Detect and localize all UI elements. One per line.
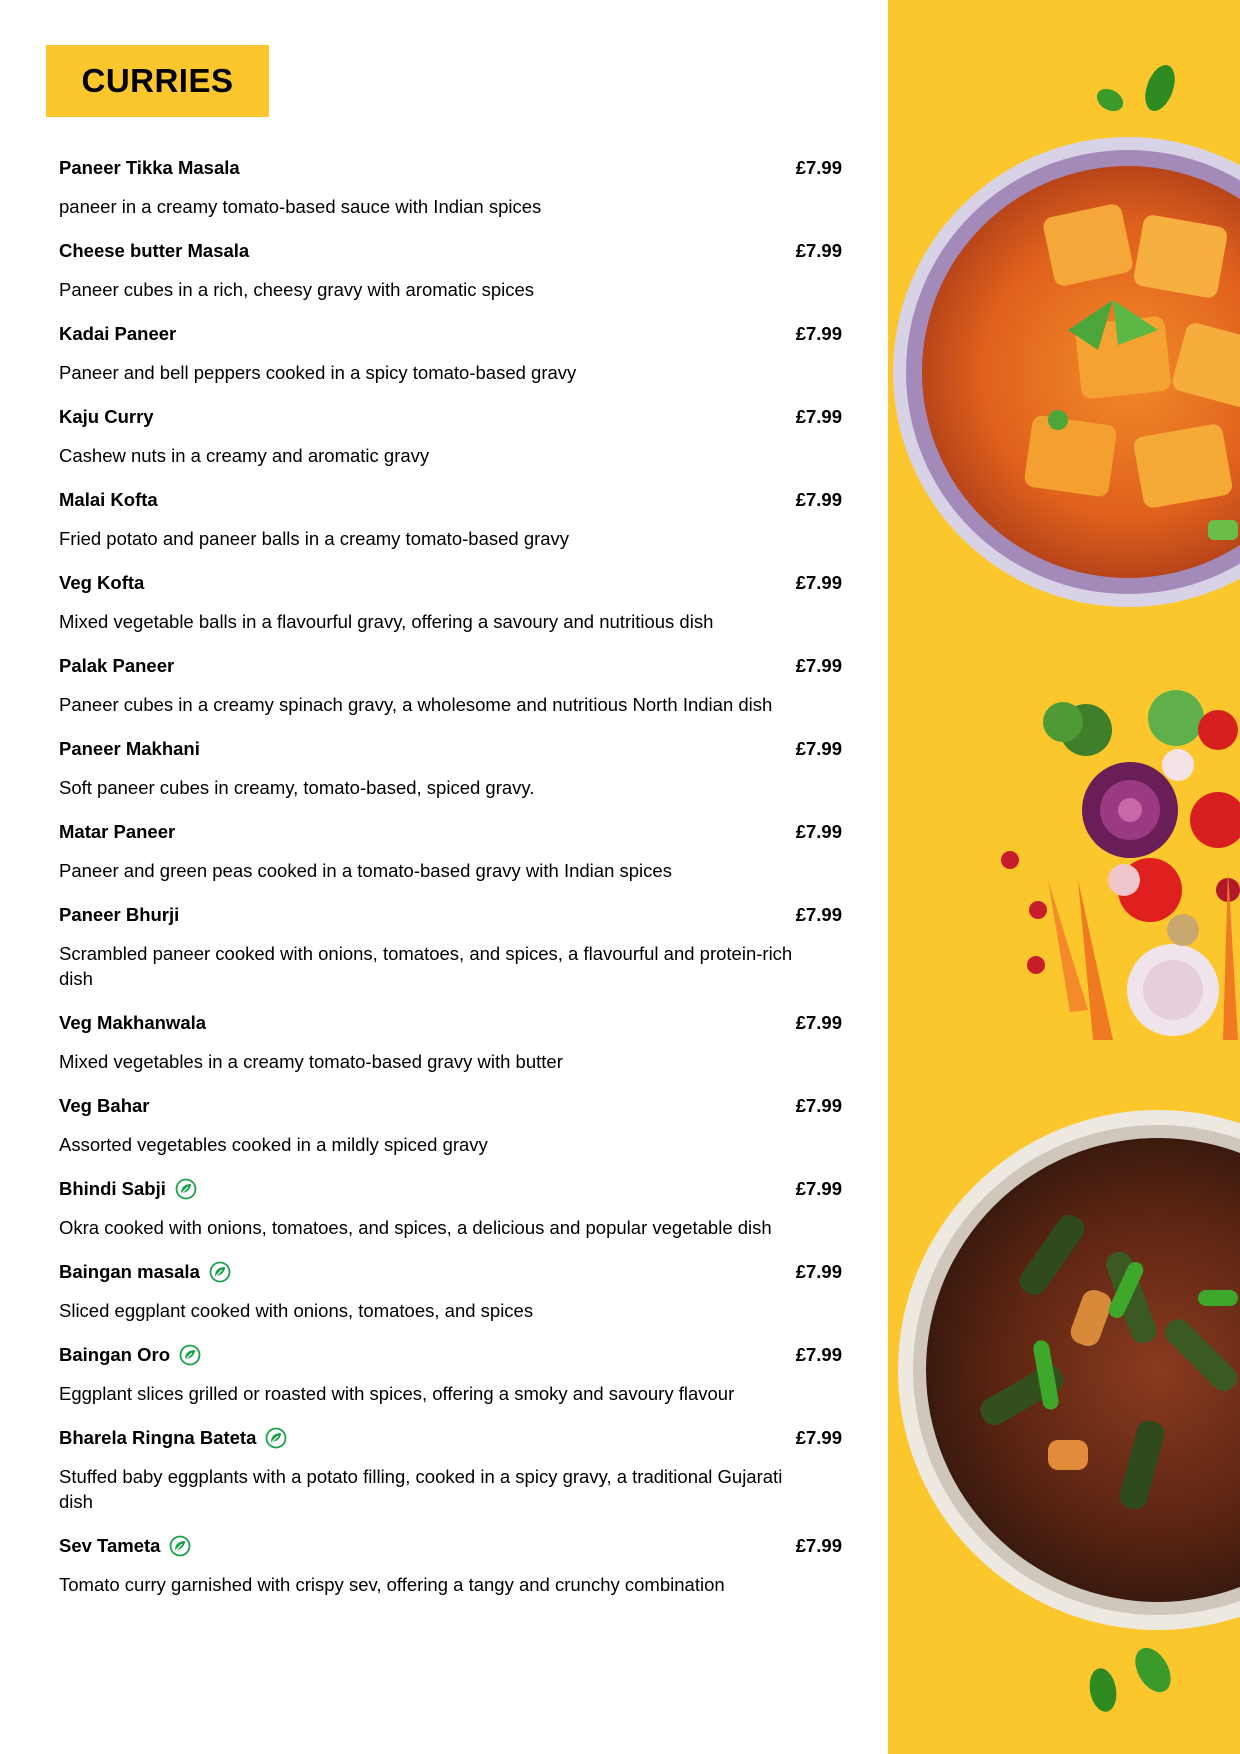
paneer-curry-bowl-icon: [893, 137, 1240, 607]
menu-item-description: Paneer cubes in a creamy spinach gravy, a wholesome and nutritious North Indian dish: [59, 694, 773, 715]
menu-item-price: £7.99: [795, 738, 842, 759]
menu-item-name: [59, 1261, 231, 1283]
menu-item-price: £7.99: [795, 904, 842, 925]
menu-item-name: [59, 1344, 201, 1366]
menu-item-description: Cashew nuts in a creamy and aromatic gravy: [59, 445, 430, 466]
menu-item-name: [59, 904, 179, 926]
section-title-box: [46, 45, 269, 117]
menu-item-name-text: Baingan masala: [59, 1261, 200, 1282]
menu-item-price: £7.99: [795, 572, 842, 593]
menu-item-name-text: Paneer Makhani: [59, 738, 200, 759]
menu-item-header: [59, 316, 842, 352]
menu-item-name: [59, 821, 175, 843]
menu-item-description: Soft paneer cubes in creamy, tomato-based, spiced gravy.: [59, 777, 535, 798]
menu-item-description: Sliced eggplant cooked with onions, tomatoes, and spices: [59, 1300, 534, 1321]
menu-item: [59, 1337, 842, 1420]
vegetables-cluster-icon: [1001, 690, 1240, 1040]
menu-item-price: £7.99: [795, 1535, 842, 1556]
menu-item-price: £7.99: [795, 489, 842, 510]
menu-item-name-text: Matar Paneer: [59, 821, 176, 842]
menu-item-price: £7.99: [795, 821, 842, 842]
menu-item-header: [59, 1005, 842, 1041]
menu-item-name: [59, 240, 249, 262]
menu-item: [59, 565, 842, 648]
menu-item-name-text: Bharela Ringna Bateta: [59, 1427, 257, 1448]
menu-item-name-text: Paneer Tikka Masala: [59, 157, 240, 178]
menu-item-header: [59, 1420, 842, 1456]
leaf-garnish-icon-bottom: [1086, 1642, 1178, 1714]
menu-item-price: £7.99: [795, 157, 842, 178]
vegan-leaf-icon: [169, 1535, 191, 1557]
menu-item: [59, 897, 842, 1005]
menu-item: [59, 1005, 842, 1088]
menu-item-name-text: Veg Makhanwala: [59, 1012, 207, 1033]
menu-list: [59, 150, 842, 1611]
menu-item-name: [59, 1095, 150, 1117]
menu-item-description: paneer in a creamy tomato-based sauce with Indian spices: [59, 196, 542, 217]
menu-item-price: £7.99: [795, 655, 842, 676]
menu-item-header: [59, 897, 842, 933]
menu-item-name: [59, 572, 144, 594]
menu-item-name-text: Veg Bahar: [59, 1095, 150, 1116]
menu-item-header: [59, 1337, 842, 1373]
menu-item-description: Scrambled paneer cooked with onions, tomatoes, and spices, a flavourful and protein-rich dish: [59, 943, 793, 989]
menu-item-description: Eggplant slices grilled or roasted with spices, offering a smoky and savoury flavour: [59, 1383, 735, 1404]
menu-item-name: [59, 655, 174, 677]
menu-item-name-text: Paneer Bhurji: [59, 904, 180, 925]
menu-item-header: [59, 1528, 842, 1564]
bhindi-masala-bowl-icon: [898, 1110, 1240, 1630]
vegan-leaf-icon: [265, 1427, 287, 1449]
vegan-leaf-icon: [179, 1344, 201, 1366]
menu-item-description: Paneer and bell peppers cooked in a spicy tomato-based gravy: [59, 362, 577, 383]
leaf-garnish-icon: [1093, 61, 1181, 116]
menu-item-header: [59, 565, 842, 601]
menu-item-price: £7.99: [795, 1344, 842, 1365]
vegan-leaf-icon: [209, 1261, 231, 1283]
menu-item-description: Fried potato and paneer balls in a creamy tomato-based gravy: [59, 528, 570, 549]
menu-item-name-text: Baingan Oro: [59, 1344, 171, 1365]
menu-item-description: Assorted vegetables cooked in a mildly spiced gravy: [59, 1134, 488, 1155]
menu-item-name-text: Bhindi Sabji: [59, 1178, 166, 1199]
menu-item-description: Stuffed baby eggplants with a potato filling, cooked in a spicy gravy, a traditional Gujarati dish: [59, 1466, 783, 1512]
menu-item-price: £7.99: [795, 1095, 842, 1116]
menu-item-name-text: Veg Kofta: [59, 572, 145, 593]
menu-item-name: [59, 1012, 206, 1034]
menu-item-name-text: Kaju Curry: [59, 406, 154, 427]
menu-item-header: [59, 731, 842, 767]
menu-item: [59, 648, 842, 731]
menu-item-name: [59, 738, 200, 760]
menu-item-name: [59, 1535, 191, 1557]
menu-item-name-text: Palak Paneer: [59, 655, 175, 676]
menu-item-name-text: Sev Tameta: [59, 1535, 161, 1556]
menu-item: [59, 150, 842, 233]
menu-item: [59, 482, 842, 565]
menu-item-price: £7.99: [795, 1178, 842, 1199]
menu-item-header: [59, 814, 842, 850]
menu-item: [59, 1088, 842, 1171]
menu-item: [59, 1254, 842, 1337]
menu-item-price: £7.99: [795, 1012, 842, 1033]
vegan-leaf-icon: [175, 1178, 197, 1200]
menu-item-name-text: Kadai Paneer: [59, 323, 177, 344]
menu-item-header: [59, 648, 842, 684]
menu-item: [59, 1420, 842, 1528]
menu-item-name: [59, 406, 154, 428]
menu-item-header: [59, 1254, 842, 1290]
menu-item-description: Mixed vegetable balls in a flavourful gravy, offering a savoury and nutritious dish: [59, 611, 714, 632]
menu-item-header: [59, 399, 842, 435]
menu-item-name: [59, 489, 158, 511]
menu-item-header: [59, 482, 842, 518]
menu-item-header: [59, 1171, 842, 1207]
side-image-panel: [888, 0, 1240, 1754]
menu-item-description: Mixed vegetables in a creamy tomato-based gravy with butter: [59, 1051, 563, 1072]
menu-item: [59, 233, 842, 316]
menu-item-name: [59, 1427, 287, 1449]
menu-item-name: [59, 157, 240, 179]
menu-item: [59, 1171, 842, 1254]
menu-item-header: [59, 1088, 842, 1124]
menu-item-header: [59, 233, 842, 269]
menu-item-price: £7.99: [795, 240, 842, 261]
menu-item-price: £7.99: [795, 323, 842, 344]
section-title: CURRIES: [81, 62, 234, 99]
menu-item-price: £7.99: [795, 1427, 842, 1448]
menu-item-name: [59, 323, 176, 345]
menu-item-price: £7.99: [795, 1261, 842, 1282]
menu-item: [59, 316, 842, 399]
menu-item-name-text: Cheese butter Masala: [59, 240, 250, 261]
menu-item-description: Paneer cubes in a rich, cheesy gravy with aromatic spices: [59, 279, 535, 300]
menu-item-description: Tomato curry garnished with crispy sev, offering a tangy and crunchy combination: [59, 1574, 725, 1595]
menu-item: [59, 1528, 842, 1611]
menu-item-name-text: Malai Kofta: [59, 489, 158, 510]
menu-item: [59, 399, 842, 482]
menu-item: [59, 814, 842, 897]
menu-item-name: [59, 1178, 197, 1200]
menu-item-price: £7.99: [795, 406, 842, 427]
menu-item: [59, 731, 842, 814]
menu-item-header: [59, 150, 842, 186]
menu-item-description: Okra cooked with onions, tomatoes, and spices, a delicious and popular vegetable dish: [59, 1217, 772, 1238]
menu-item-description: Paneer and green peas cooked in a tomato-based gravy with Indian spices: [59, 860, 672, 881]
